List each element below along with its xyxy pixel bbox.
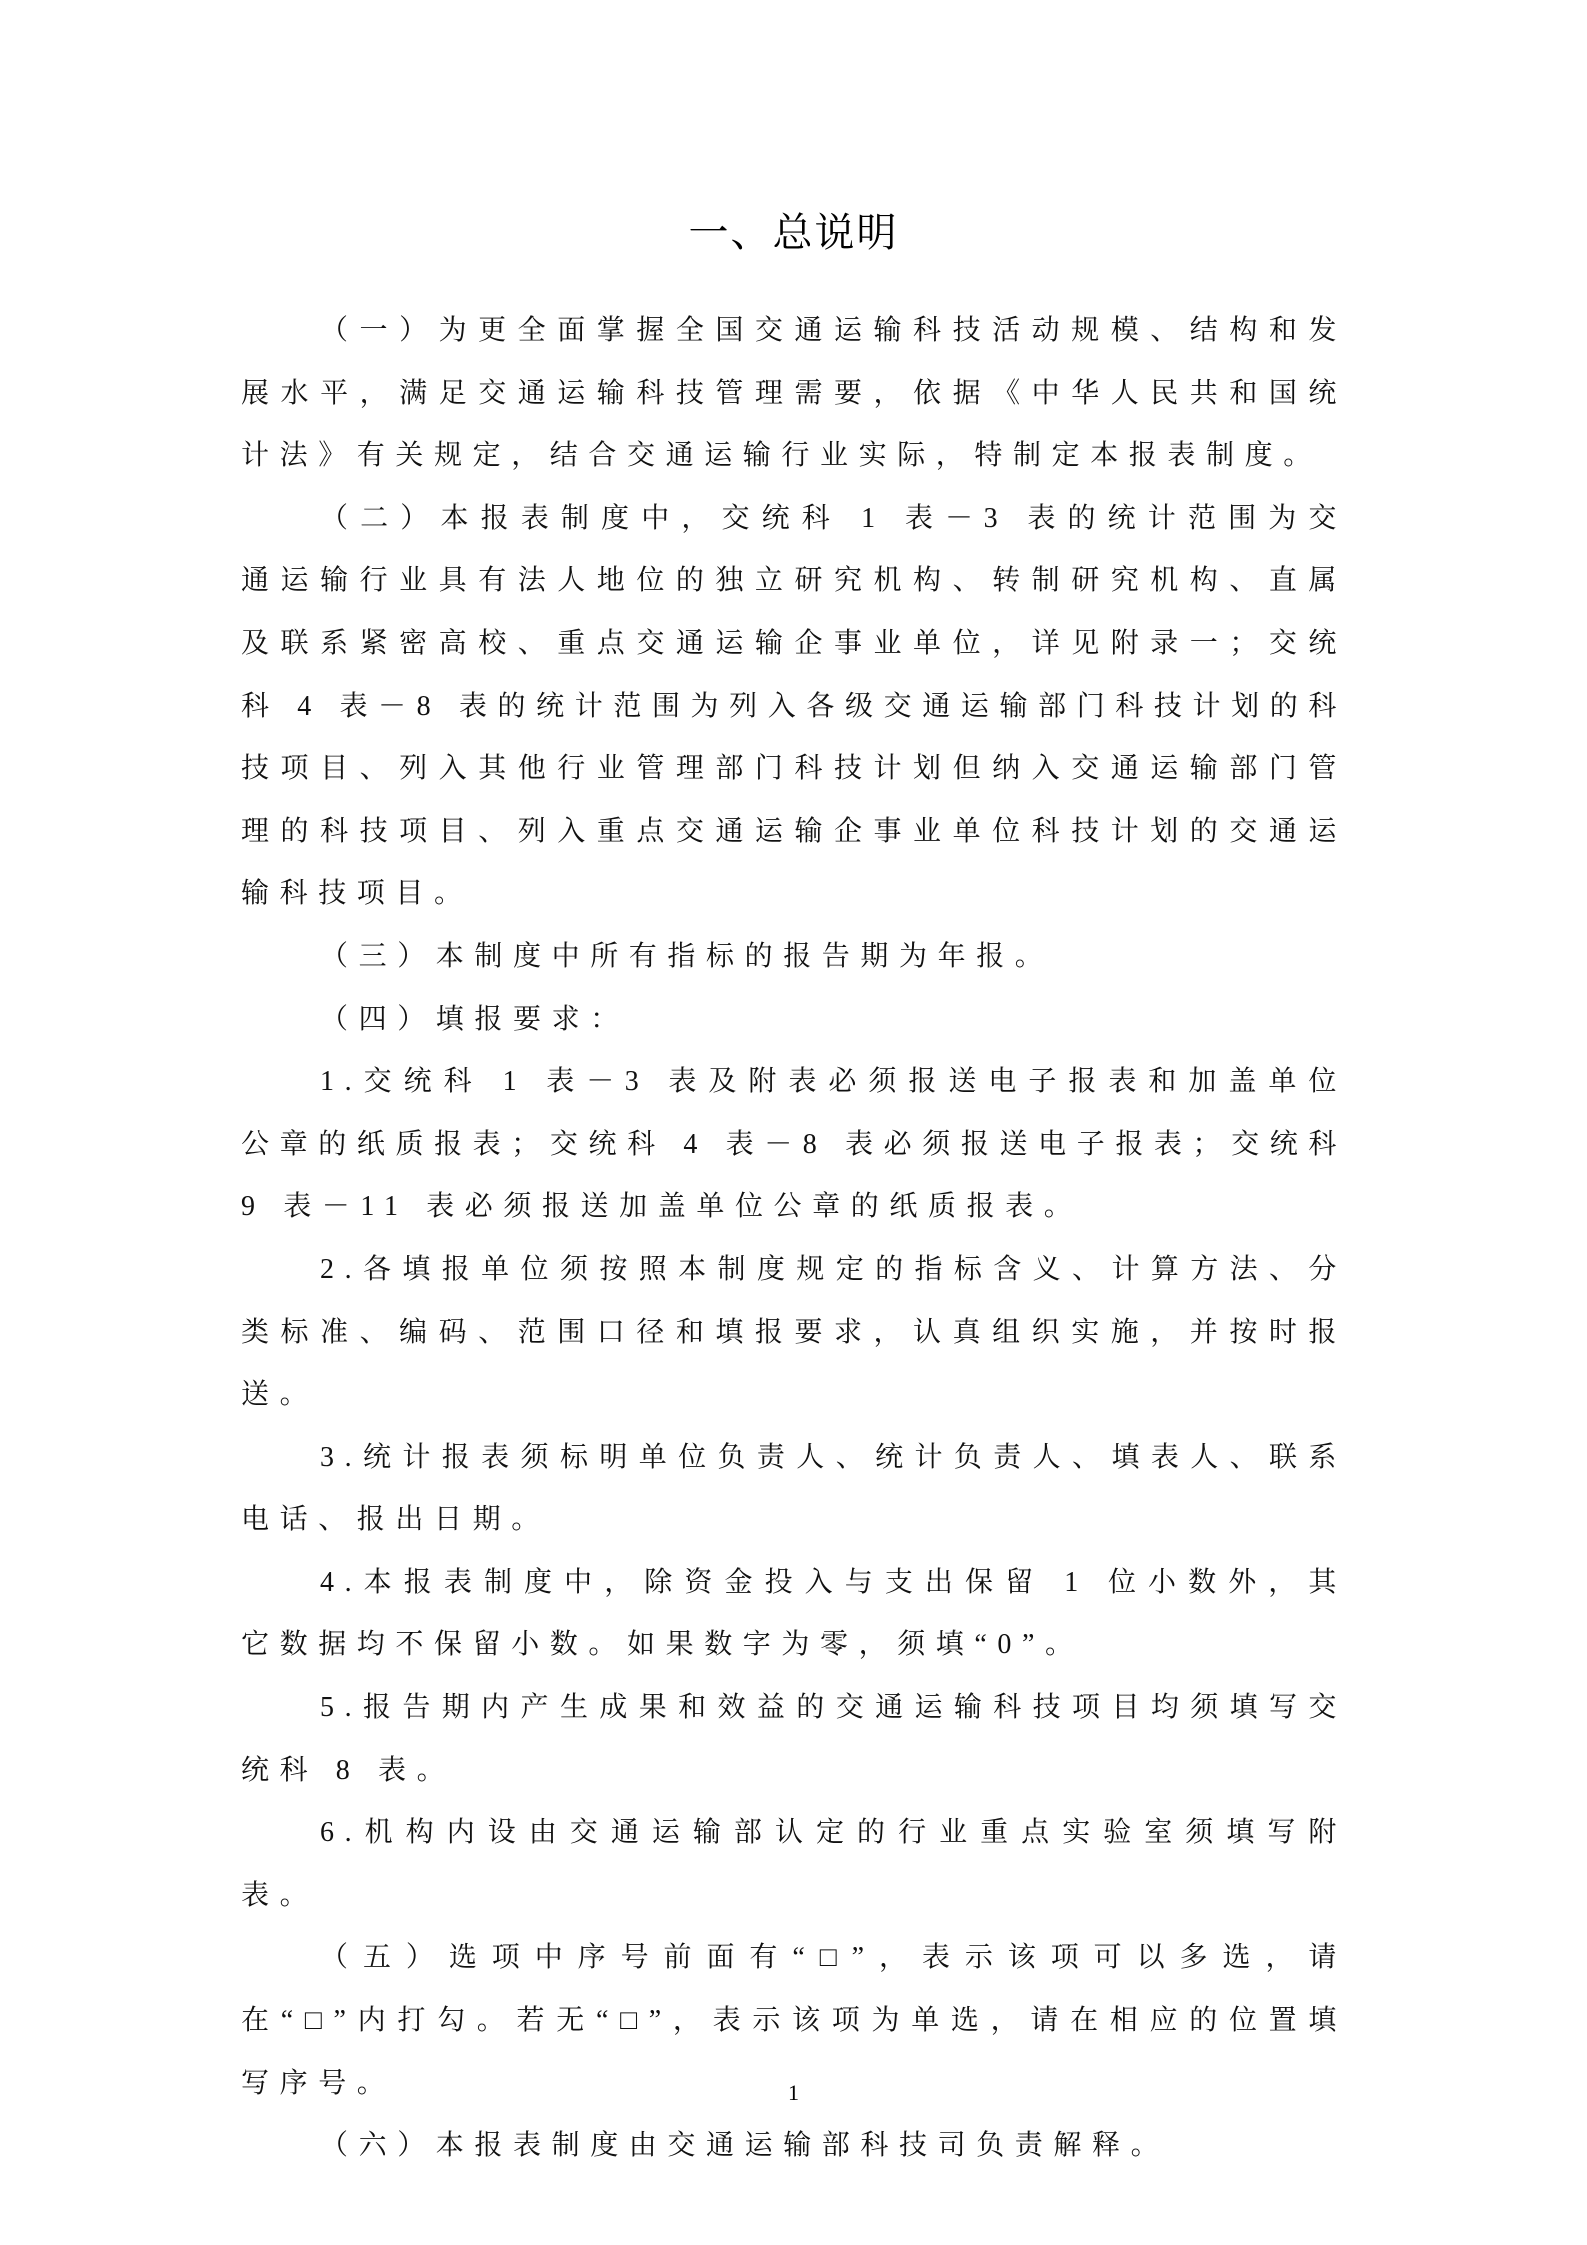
paragraph-5-options: （五）选项中序号前面有“□”，表示该项可以多选，请在“□”内打勾。若无“□”，表示该项为单选，请在相应的位置填写序号。	[241, 1942, 1347, 2099]
page-title: 一、总说明	[688, 210, 899, 256]
requirement-item-5: 5.报告期内产生成果和效益的交通运输科技项目均须填写交统科 8 表。	[241, 1692, 1347, 1786]
paragraph-3-reporting-period: （三）本制度中所有指标的报告期为年报。	[320, 940, 1054, 972]
paragraph-6-interpretation: （六）本报表制度由交通运输部科技司负责解释。	[320, 2130, 1170, 2162]
requirement-item-2: 2.各填报单位须按照本制度规定的指标含义、计算方法、分类标准、编码、范围口径和填报要求，认真组织实施，并按时报送。	[241, 1253, 1347, 1411]
requirement-item-4: 4.本报表制度中，除资金投入与支出保留 1 位小数外，其它数据均不保留小数。如果数字为零，须填“0”。	[241, 1566, 1347, 1661]
document-body	[241, 300, 1347, 2178]
requirement-item-1: 1.交统科 1 表－3 表及附表必须报送电子报表和加盖单位公章的纸质报表；交统科 4 表－8 表必须报送电子报表；交统科 9 表－11 表必须报送加盖单位公章的纸质报表。	[241, 1066, 1347, 1223]
page-number: 1	[788, 2080, 799, 2105]
paragraph-2-scope: （二）本报表制度中，交统科 1 表－3 表的统计范围为交通运输行业具有法人地位的独立研究机构、转制研究机构、直属及联系紧密高校、重点交通运输企事业单位，详见附录一；交统科 4 表－8 表的统计范围为列入各级交通运输部门科技计划的科技项目、列入其他行业管理部门科技计划但纳入交通运输部门管理的科技项目、列入重点交通运输企事业单位科技计划的交通运输科技项目。	[241, 502, 1347, 910]
requirement-item-3: 3.统计报表须标明单位负责人、统计负责人、填表人、联系电话、报出日期。	[241, 1441, 1347, 1536]
requirement-item-6: 6.机构内设由交通运输部认定的行业重点实验室须填写附表。	[241, 1817, 1347, 1911]
paragraph-1-purpose: （一）为更全面掌握全国交通运输科技活动规模、结构和发展水平，满足交通运输科技管理需要，依据《中华人民共和国统计法》有关规定，结合交通运输行业实际，特制定本报表制度。	[241, 315, 1347, 472]
paragraph-4-requirements-heading: （四）填报要求：	[320, 1003, 629, 1035]
